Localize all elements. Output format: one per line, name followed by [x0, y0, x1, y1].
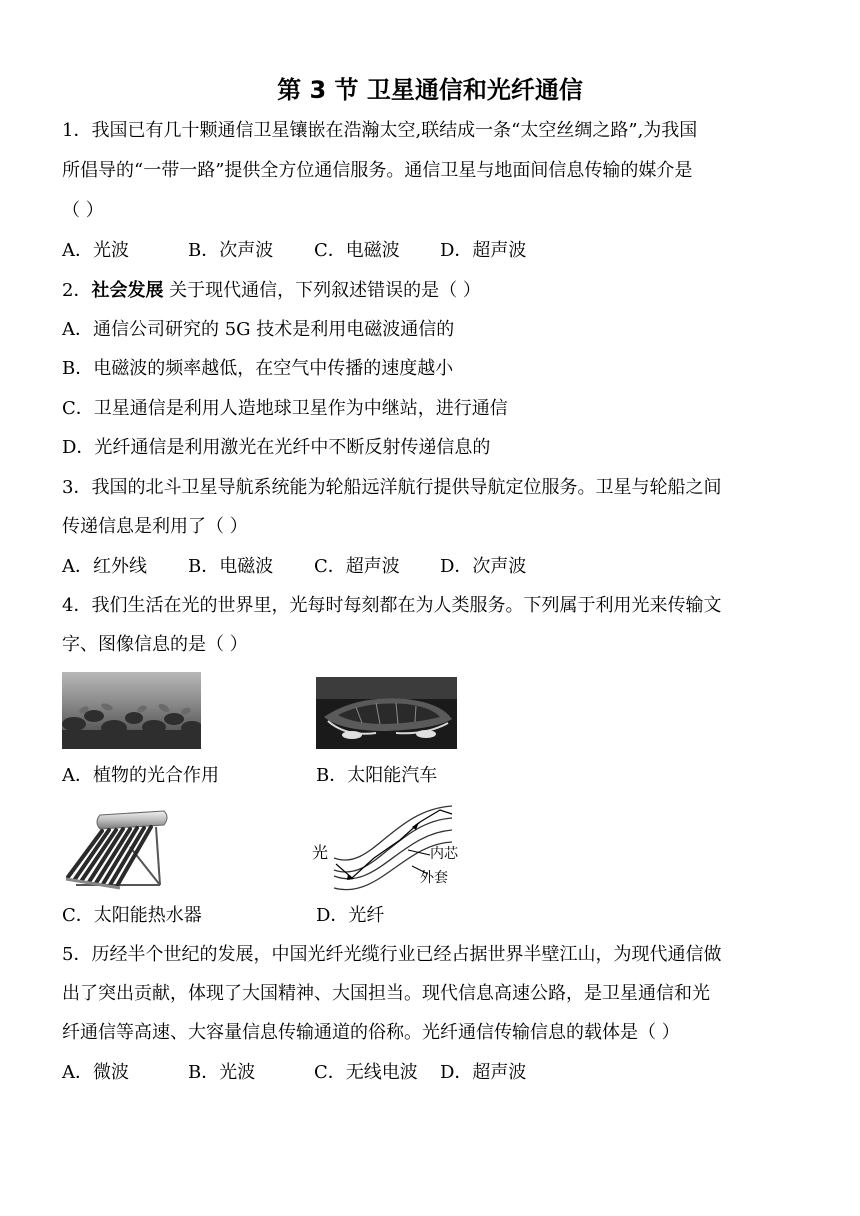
fiber-core-label: 内芯 — [430, 846, 458, 862]
q2-option-b[interactable]: B．电磁波的频率越低，在空气中传播的速度越小 — [62, 358, 454, 379]
q5-option-c[interactable]: C．无线电波 — [314, 1062, 418, 1083]
plant-photo — [62, 672, 201, 749]
q3-option-a[interactable]: A．红外线 — [62, 556, 147, 577]
solar-water-heater-picture — [60, 807, 170, 891]
q3-stem-line-2: 传递信息是利用了（ ） — [62, 516, 248, 537]
fiber-cladding-label: 外套 — [420, 870, 448, 886]
q2-stem-text: 关于现代通信，下列叙述错误的是（ ） — [163, 280, 481, 301]
optical-fiber-diagram — [312, 800, 468, 894]
q2-option-d[interactable]: D．光纤通信是利用激光在光纤中不断反射传递信息的 — [62, 437, 491, 458]
q1-option-a[interactable]: A．光波 — [62, 240, 129, 261]
q1-option-c[interactable]: C．电磁波 — [314, 240, 400, 261]
q5-option-b[interactable]: B．光波 — [188, 1062, 256, 1083]
q5-stem-line-1: 5．历经半个世纪的发展，中国光纤光缆行业已经占据世界半壁江山，为现代通信做 — [62, 944, 722, 965]
q1-stem-line-2: 所倡导的“一带一路”提供全方位通信服务。通信卫星与地面间信息传输的媒介是 — [62, 160, 693, 181]
q1-stem-line-1: 1．我国已有几十颗通信卫星镶嵌在浩瀚太空,联结成一条“太空丝绸之路”,为我国 — [62, 120, 698, 141]
q3-option-d[interactable]: D．次声波 — [440, 556, 527, 577]
q5-option-a[interactable]: A．微波 — [62, 1062, 129, 1083]
q4-caption-c[interactable]: C．太阳能热水器 — [62, 905, 202, 926]
page-title: 第 3 节 卫星通信和光纤通信 — [277, 76, 583, 104]
q1-option-b[interactable]: B．次声波 — [188, 240, 274, 261]
q4-caption-b[interactable]: B．太阳能汽车 — [316, 765, 438, 786]
q5-option-d[interactable]: D．超声波 — [440, 1062, 527, 1083]
q1-option-d[interactable]: D．超声波 — [440, 240, 527, 261]
q2-number: 2． — [62, 280, 92, 301]
q4-stem-line-2: 字、图像信息的是（ ） — [62, 634, 248, 655]
fiber-light-label: 光 — [312, 843, 329, 862]
q5-options — [62, 1061, 526, 1085]
q2-tag: 社会发展 — [91, 280, 164, 301]
q3-options — [62, 555, 526, 579]
q2-option-a[interactable]: A．通信公司研究的 5G 技术是利用电磁波通信的 — [62, 319, 455, 340]
q4-stem-line-1: 4．我们生活在光的世界里，光每时每刻都在为人类服务。下列属于利用光来传输文 — [62, 595, 722, 616]
q2-stem — [62, 279, 481, 303]
q4-caption-d[interactable]: D．光纤 — [316, 905, 385, 926]
q1-options — [62, 239, 526, 263]
q3-stem-line-1: 3．我国的北斗卫星导航系统能为轮船远洋航行提供导航定位服务。卫星与轮船之间 — [62, 477, 722, 498]
q4-caption-a[interactable]: A．植物的光合作用 — [62, 765, 219, 786]
q3-option-b[interactable]: B．电磁波 — [188, 556, 274, 577]
q3-option-c[interactable]: C．超声波 — [314, 556, 400, 577]
q1-stem-line-3: （ ） — [62, 200, 104, 221]
q5-stem-line-2: 出了突出贡献，体现了大国精神、大国担当。现代信息高速公路，是卫星通信和光 — [62, 983, 710, 1004]
solar-car-photo — [316, 677, 457, 749]
q2-option-c[interactable]: C．卫星通信是利用人造地球卫星作为中继站，进行通信 — [62, 398, 508, 419]
q5-stem-line-3: 纤通信等高速、大容量信息传输通道的俗称。光纤通信传输信息的载体是（ ） — [62, 1022, 680, 1043]
